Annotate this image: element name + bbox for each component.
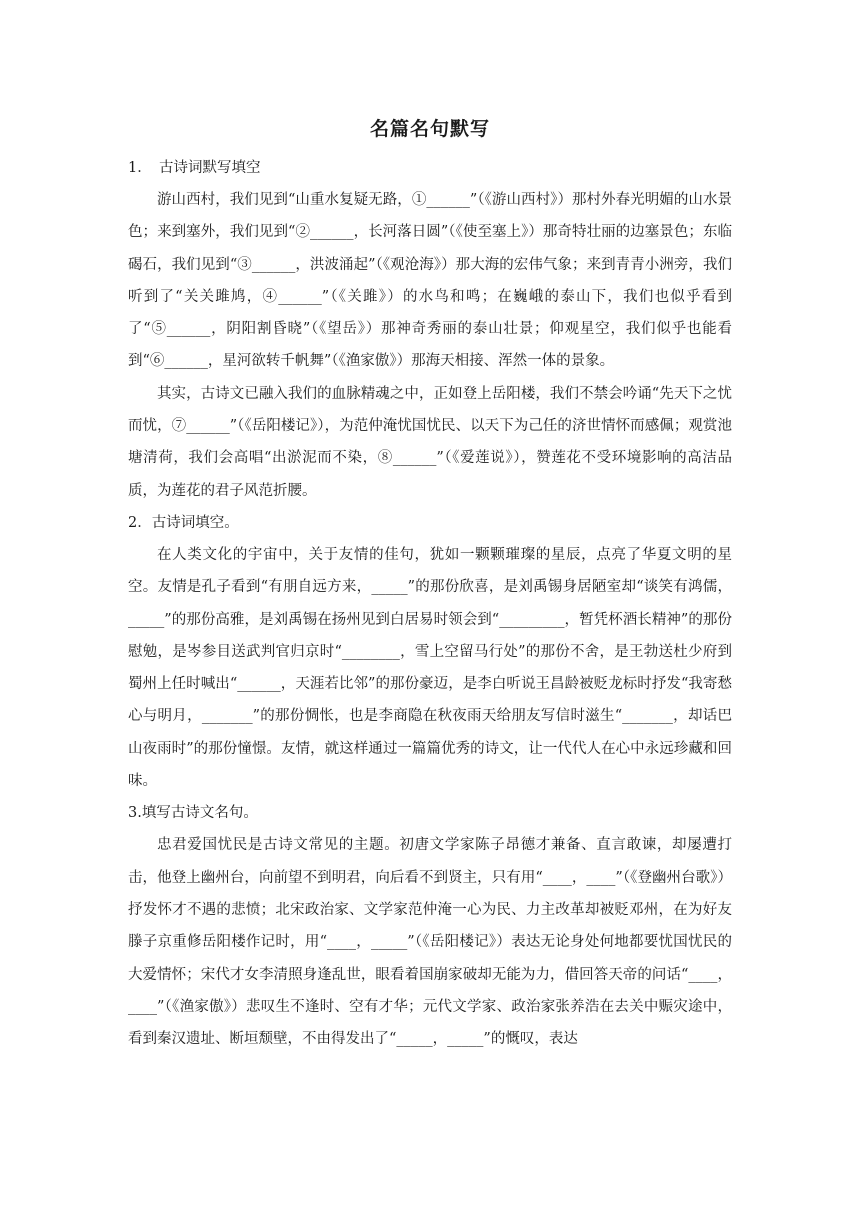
question-paragraph: 忠君爱国忧民是古诗文常见的主题。初唐文学家陈子昂德才兼备、直言敢谏，却屡遭打击，他登上幽州台，向前望不到明君，向后看不到贤主，只有用“____，____”（《登幽州台歌》）抒发怀才不遇的悲愤；北宋政治家、文学家范仲淹一心为民、力主改革却被贬邓州，在为好友滕子京重修岳阳楼作记时，用“____，_____”（《岳阳楼记》）表达无论身处何地都要忧国忧民的大爱情怀；宋代才女李清照身逢乱世，眼看着国崩家破却无能为力，借回答天帝的问话“____，____”（《渔家傲》）悲叹生不逢时、空有才华；元代文学家、政治家张养浩在去关中赈灾途中，看到秦汉遗址、断垣颓壁，不由得发出了“_____，_____”的慨叹，表达	[128, 837, 732, 1048]
page-title: 名篇名句默写	[369, 118, 490, 140]
question-heading: 2．古诗词填空。	[128, 514, 239, 531]
document-body	[128, 152, 732, 1055]
question-2	[128, 507, 732, 797]
question-1	[128, 152, 732, 507]
question-paragraph: 其实，古诗文已融入我们的血脉精魂之中，正如登上岳阳楼，我们不禁会吟诵“先天下之忧而忧，⑦______”（《岳阳楼记》），为范仲淹忧国忧民、以天下为己任的济世情怀而感佩；观赏池塘清荷，我们会高唱“出淤泥而不染，⑧______”（《爱莲说》），赞莲花不受环境影响的高洁品质，为莲花的君子风范折腰。	[128, 385, 732, 499]
question-heading: 3.填写古诗文名句。	[128, 805, 258, 822]
question-3	[128, 797, 732, 1055]
question-paragraph: 在人类文化的宇宙中，关于友情的佳句，犹如一颗颗璀璨的星辰，点亮了华夏文明的星空。友情是孔子看到“有朋自远方来，_____”的那份欣喜，是刘禹锡身居陋室却“谈笑有鸿儒，_____”的那份高雅，是刘禹锡在扬州见到白居易时领会到“_________，暂凭杯酒长精神”的那份慰勉，是岑参目送武判官归京时“________，雪上空留马行处”的那份不舍，是王勃送杜少府到蜀州上任时喊出“______，天涯若比邻”的那份豪迈，是李白听说王昌龄被贬龙标时抒发“我寄愁心与明月，_______”的那份惆怅，也是李商隐在秋夜雨天给朋友写信时滋生“_______，却话巴山夜雨时”的那份憧憬。友情，就这样通过一篇篇优秀的诗文，让一代代人在心中永远珍藏和回味。	[128, 546, 732, 790]
question-heading: 1． 古诗词默写填空	[128, 160, 261, 176]
question-paragraph: 游山西村，我们见到“山重水复疑无路，①______”（《游山西村》）那村外春光明媚的山水景色；来到塞外，我们见到“②______，长河落日圆”（《使至塞上》）那奇特壮丽的边塞景色；东临碣石，我们见到“③______，洪波涌起”（《观沧海》）那大海的宏伟气象；来到青青小洲旁，我们听到了“关关雎鸠，④______”（《关雎》）的水鸟和鸣；在巍峨的泰山下，我们也似乎看到了“⑤______，阴阳割昏晓”（《望岳》）那神奇秀丽的泰山壮景；仰观星空，我们似乎也能看到“⑥______，星河欲转千帆舞”（《渔家傲》）那海天相接、浑然一体的景象。	[128, 192, 732, 370]
